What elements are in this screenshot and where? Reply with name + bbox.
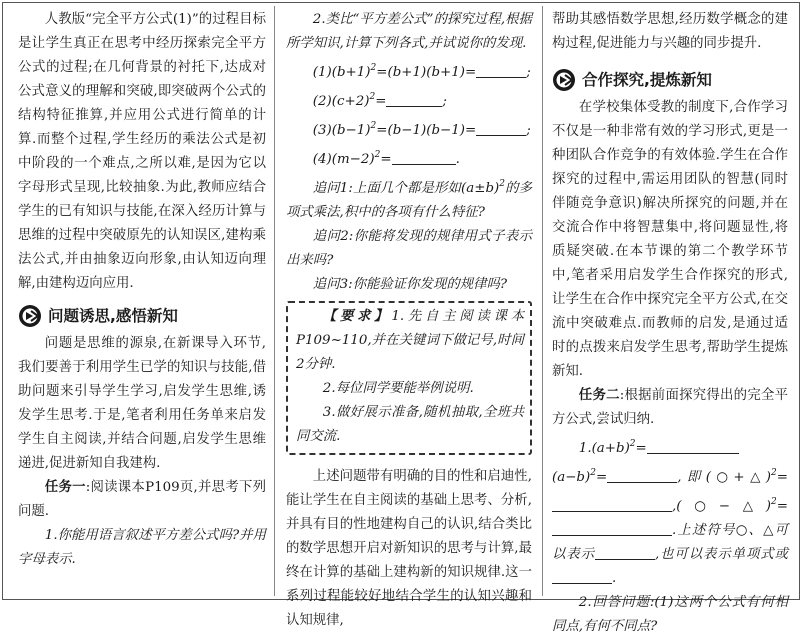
formula-text: ,(○−△) xyxy=(672,499,772,514)
cooperation-paragraph: 在学校集体受教的制度下,合作学习不仅是一种非常有效的学习形式,更是一种团队合作竞争的有效体验.学生在合作探究的过程中,需运用团队的智慧(同时伴随竞争意识)解决所探究的问题,并在交流合作中将智慧集中,将问题显性,将质疑突破.在本节课的第二个教学环节中,笔者采用启发学生合作探究的形式,让学生在合作中探究完全平方公式,在交流中突破难点.而教师的启发,是通过适时的点拨来启发学生思考,帮助学生提炼新知. xyxy=(552,100,788,379)
formula-text: (a−b) xyxy=(552,470,591,485)
analysis-paragraph: 上述问题带有明确的目的性和启迪性,能让学生在自主阅读的基础上思考、分析,并具有目的性地建构自己的认识,结合类比的数学思想开启对新知识的思考与计算,最终在计算的基础上建构新的知识规律.这一系列过程能较好地结合学生的认知兴趣和认知规律, xyxy=(286,469,532,628)
punctuation: ; xyxy=(442,94,447,109)
requirement-1 xyxy=(296,305,524,377)
equation-text: (1)(b+1) xyxy=(312,65,371,80)
follow-up-text: 追问1:上面几个都是形如(a±b) xyxy=(312,181,500,196)
equation-text: =(b−1)(b−1)= xyxy=(376,123,477,138)
column-2 xyxy=(286,8,532,633)
exponent: 2 xyxy=(370,121,377,131)
formula-text: 1.(a+b) xyxy=(578,441,630,456)
answer-blank xyxy=(552,497,672,512)
question-2-compare: 2.回答问题:(1)这两个公式有何相同点,有何不同点? xyxy=(552,595,788,634)
task-label: 任务二 xyxy=(578,388,620,403)
task-two xyxy=(552,384,788,432)
requirement-text: 1.先自主阅读课本P109~110,并在关键词下做记号,时间2分钟. xyxy=(296,309,525,372)
equation-text: = xyxy=(375,94,387,109)
section-heading-1 xyxy=(18,302,266,330)
section-paragraph: 问题是思维的源泉,在新课导入环节,我们要善于利用学生已学的知识与技能,借助问题来引导学生学习,启发学生思维,诱发学生思考.于是,笔者利用任务单来启发学生自主阅读,并结合问题,启发学生思维递进,促进新知自我建构. xyxy=(18,336,266,471)
formula-exercise xyxy=(552,432,788,591)
equation-text: = xyxy=(380,152,392,167)
column-1 xyxy=(18,8,266,572)
exponent: 2 xyxy=(771,468,777,478)
exponent: 2 xyxy=(499,179,505,189)
section-heading-text: 问题诱思,感悟新知 xyxy=(48,307,178,325)
requirements-box xyxy=(286,301,532,455)
answer-blank xyxy=(552,521,672,536)
punctuation: . xyxy=(612,571,617,586)
formula-text: = xyxy=(635,441,647,456)
formula-text: ,即(○+△) xyxy=(677,470,772,485)
equation-text: =(b+1)(b+1)= xyxy=(376,65,477,80)
answer-blank xyxy=(392,150,456,165)
follow-up-2: 追问2:你能将发现的规律用式子表示出来吗? xyxy=(286,229,532,268)
punctuation: . xyxy=(455,152,460,167)
question-1: 1.你能用语言叙述平方差公式吗?并用字母表示. xyxy=(18,528,266,567)
exponent: 2 xyxy=(629,439,636,449)
requirements-tag: 【要求】 xyxy=(322,309,392,324)
column-divider xyxy=(274,6,275,596)
question-2: 2.类比“平方差公式”的探究过程,根据所学知识,计算下列各式,并试说你的发现. xyxy=(286,12,532,51)
requirement-3: 3.做好展示准备,随机抽取,全班共同交流. xyxy=(296,405,524,444)
answer-blank xyxy=(595,545,655,560)
section-arrow-icon xyxy=(18,304,42,328)
equation-1 xyxy=(286,56,532,85)
follow-up-1 xyxy=(286,172,532,225)
answer-blank xyxy=(647,439,739,454)
formula-text: = xyxy=(776,499,788,514)
formula-text: ,也可以表示单项式或 xyxy=(654,547,788,562)
equation-text: (3)(b−1) xyxy=(312,123,371,138)
answer-blank xyxy=(386,92,442,107)
equation-3 xyxy=(286,114,532,143)
intro-paragraph: 人教版“完全平方公式(1)”的过程目标是让学生真正在思考中经历探索完全平方公式的过程;在几何背景的衬托下,达成对公式意义的理解和突破,即突破两个公式的结构特征推算,并应用公式进行简单的计算.而整个过程,学生经历的乘法公式是初中阶段的一个难点,之所以难,是因为它以字母形式呈现,比较抽象.为此,教师应结合学生的已有知识与技能,在深入经历计算与思维的过程中突破原先的认知误区,建构乘法公式,并由抽象迈向形象,由认知迈向理解,由建构迈向应用. xyxy=(18,12,266,291)
answer-blank xyxy=(552,569,612,584)
task-one xyxy=(18,476,266,524)
column-divider xyxy=(542,6,543,596)
section-arrow-icon xyxy=(552,68,576,92)
requirement-2: 2.每位同学要能举例说明. xyxy=(322,381,474,396)
task-label: 任务一 xyxy=(44,480,86,495)
equation-text: (2)(c+2) xyxy=(312,94,370,109)
exponent: 2 xyxy=(374,150,381,160)
equation-4 xyxy=(286,143,532,172)
exponent: 2 xyxy=(771,497,777,507)
punctuation: ; xyxy=(526,65,531,80)
follow-up-text: 的多项式乘法,积中的各项有什么特征? xyxy=(286,181,532,220)
exponent: 2 xyxy=(370,63,377,73)
section-heading-text: 合作探究,提炼新知 xyxy=(582,71,712,89)
task-text: :阅读课本P109页,并思考下列问题. xyxy=(18,480,267,519)
answer-blank xyxy=(476,63,526,78)
follow-up-3: 追问3:你能验证你发现的规律吗? xyxy=(312,277,508,292)
answer-blank xyxy=(607,468,677,483)
exponent: 2 xyxy=(369,92,376,102)
formula-text: = xyxy=(595,470,608,485)
section-heading-2 xyxy=(552,66,788,94)
formula-text: .上述符号○、△可以表示 xyxy=(552,523,788,562)
punctuation: ; xyxy=(526,123,531,138)
equation-2 xyxy=(286,85,532,114)
continued-paragraph: 帮助其感悟数学思想,经历数学概念的建构过程,促进能力与兴趣的同步提升. xyxy=(552,12,788,51)
formula-text: = xyxy=(776,470,788,485)
answer-blank xyxy=(476,121,526,136)
exponent: 2 xyxy=(590,468,596,478)
task-text: :根据前面探究得出的完全平方公式,尝试归纳. xyxy=(552,388,788,427)
column-3 xyxy=(552,8,788,639)
equation-text: (4)(m−2) xyxy=(312,152,375,167)
